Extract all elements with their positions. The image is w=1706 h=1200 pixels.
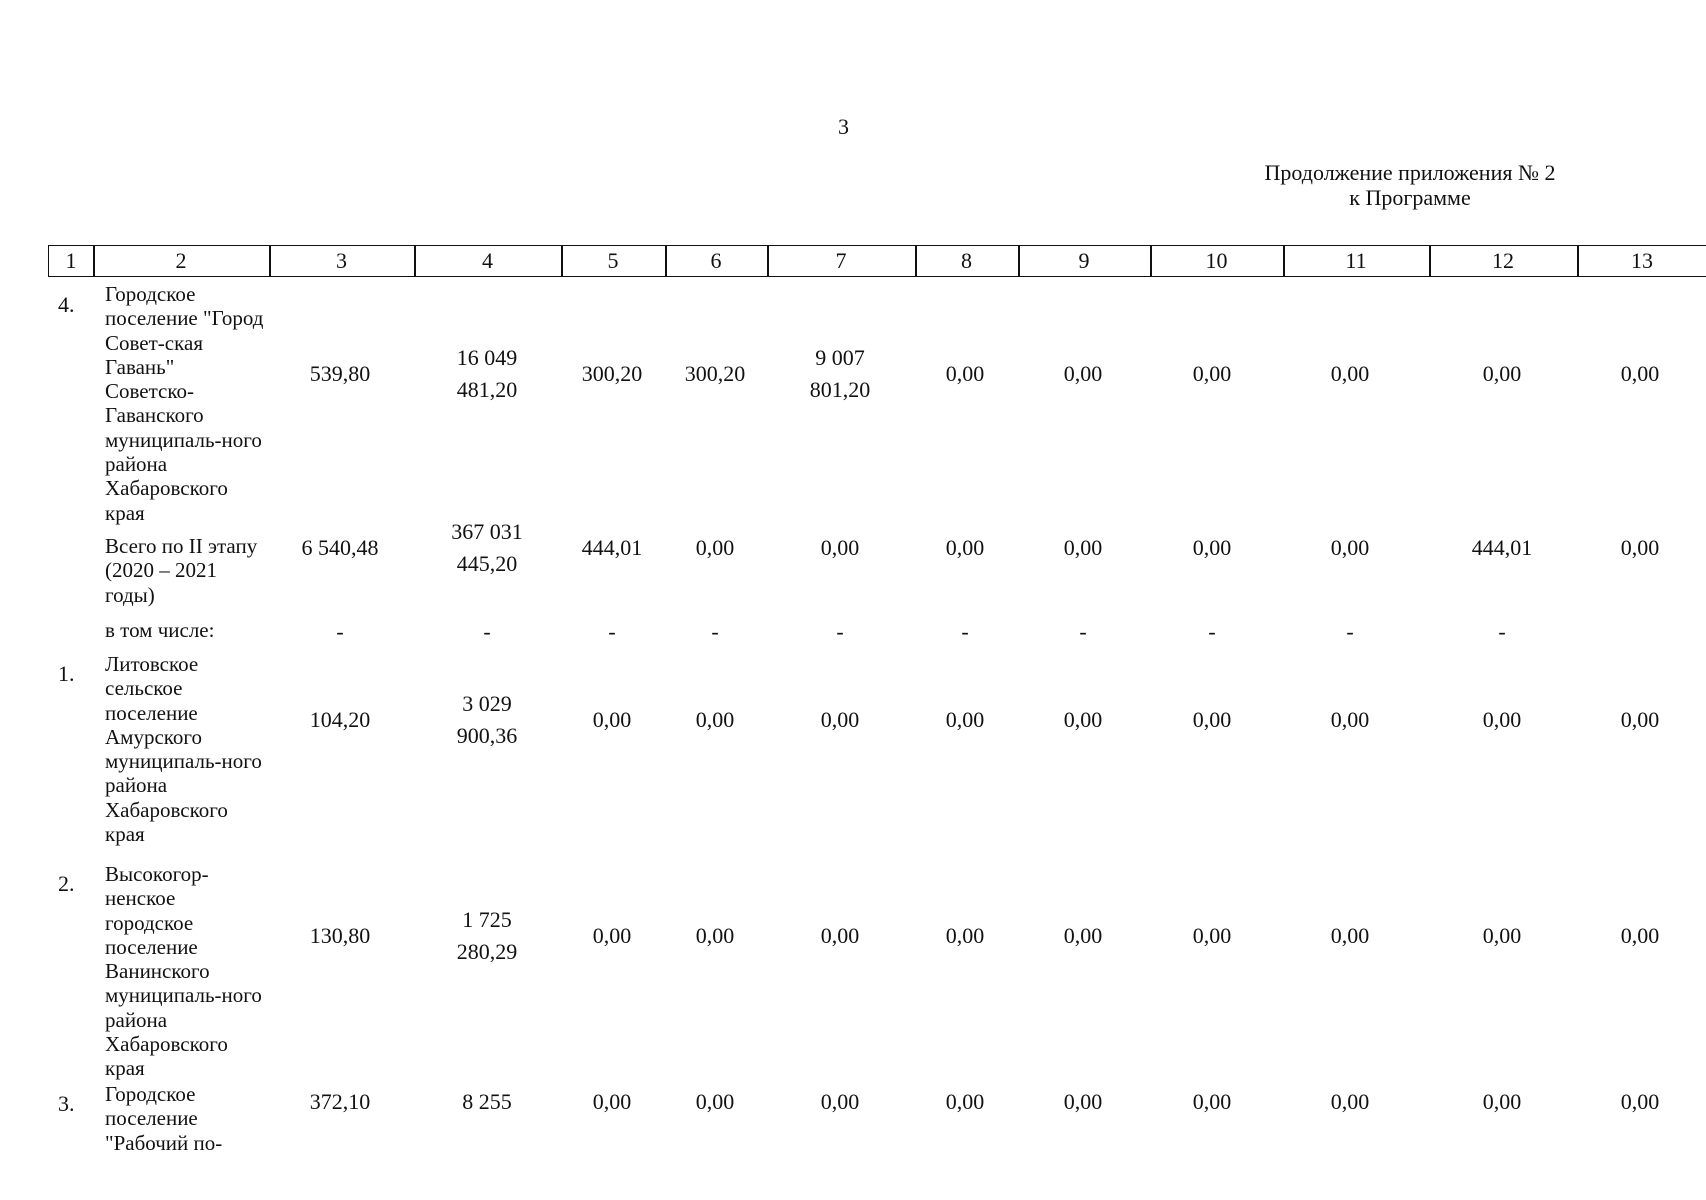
value-cell: 16 049 481,20: [456, 345, 518, 402]
page-number: 3: [838, 114, 849, 139]
value-cell: 0,00: [1192, 1089, 1232, 1114]
row-name: Городское поселение "Рабочий по-: [105, 1082, 223, 1155]
column-separator: [767, 246, 769, 276]
value-cell: 104,20: [309, 707, 371, 732]
appendix-note-line-1: Продолжение приложения № 2: [1264, 160, 1556, 185]
value-cell: -: [608, 619, 616, 644]
value-cell: 0,00: [820, 535, 860, 560]
value-cell: 9 007 801,20: [809, 345, 871, 402]
value-cell: -: [483, 619, 491, 644]
value-cell: 0,00: [945, 361, 985, 386]
value-cell: 0,00: [1330, 923, 1370, 948]
value-cell: 0,00: [1620, 707, 1660, 732]
value-cell: 0,00: [1620, 361, 1660, 386]
value-cell: -: [1208, 619, 1216, 644]
row-name: Литовское сельское поселение Амурского муниципаль-ного района Хабаровского края: [105, 652, 262, 847]
column-separator: [915, 246, 917, 276]
value-cell: 300,20: [684, 361, 746, 386]
column-header: 4: [482, 248, 493, 273]
value-cell: 0,00: [820, 707, 860, 732]
row-number: 4.: [58, 292, 75, 317]
value-cell: 0,00: [592, 923, 632, 948]
value-cell: 444,01: [581, 535, 643, 560]
row-name: в том числе:: [105, 618, 215, 642]
value-cell: 0,00: [1482, 923, 1522, 948]
column-header: 5: [607, 248, 619, 273]
value-cell: 0,00: [695, 923, 735, 948]
value-cell: -: [961, 619, 969, 644]
value-cell: 1 725 280,29: [456, 907, 518, 964]
value-cell: 0,00: [1063, 923, 1103, 948]
value-cell: 0,00: [1482, 1089, 1522, 1114]
value-cell: 0,00: [945, 535, 985, 560]
row-name: Городское поселение "Город Совет-ская Гавань" Советско-Гаванского муниципаль-ного района Хабаровского края: [105, 282, 264, 525]
column-separator: [561, 246, 563, 276]
table-header-row: [48, 245, 1706, 277]
value-cell: 0,00: [695, 707, 735, 732]
value-cell: 0,00: [820, 1089, 860, 1114]
column-separator: [665, 246, 667, 276]
value-cell: 0,00: [1482, 361, 1522, 386]
value-cell: 0,00: [1063, 1089, 1103, 1114]
value-cell: 0,00: [1063, 707, 1103, 732]
column-separator: [93, 246, 95, 276]
value-cell: 0,00: [1330, 535, 1370, 560]
value-cell: 539,80: [309, 361, 371, 386]
value-cell: -: [1346, 619, 1354, 644]
value-cell: 0,00: [592, 1089, 632, 1114]
value-cell: 0,00: [1330, 361, 1370, 386]
value-cell: 372,10: [309, 1089, 371, 1114]
value-cell: 0,00: [1192, 535, 1232, 560]
column-header: 12: [1492, 248, 1514, 273]
row-number: 1.: [58, 661, 75, 686]
column-separator: [269, 246, 271, 276]
value-cell: 300,20: [581, 361, 643, 386]
value-cell: 0,00: [1063, 535, 1103, 560]
value-cell: 0,00: [820, 923, 860, 948]
column-header: 10: [1205, 248, 1228, 273]
value-cell: 444,01: [1471, 535, 1533, 560]
column-header: 9: [1078, 248, 1090, 273]
row-number: 3.: [58, 1091, 75, 1116]
column-header: 8: [961, 248, 972, 273]
value-cell: -: [711, 619, 719, 644]
column-header: 13: [1631, 248, 1653, 273]
value-cell: 0,00: [1063, 361, 1103, 386]
value-cell: -: [1498, 619, 1506, 644]
value-cell: 3 029 900,36: [456, 691, 518, 748]
value-cell: 0,00: [945, 923, 985, 948]
value-cell: 0,00: [1192, 361, 1232, 386]
value-cell: 130,80: [309, 923, 371, 948]
column-header: 7: [835, 248, 847, 273]
value-cell: 0,00: [1620, 923, 1660, 948]
value-cell: 0,00: [1482, 707, 1522, 732]
value-cell: 0,00: [1330, 1089, 1370, 1114]
column-header: 1: [65, 248, 77, 273]
column-header: 6: [710, 248, 722, 273]
value-cell: 367 031 445,20: [451, 519, 523, 576]
value-cell: 0,00: [695, 535, 735, 560]
column-separator: [414, 246, 416, 276]
value-cell: 0,00: [945, 1089, 985, 1114]
value-cell: 0,00: [695, 1089, 735, 1114]
value-cell: 0,00: [1192, 923, 1232, 948]
value-cell: -: [1079, 619, 1087, 644]
row-name: Всего по II этапу (2020 – 2021 годы): [105, 534, 258, 607]
appendix-note-line-2: к Программе: [1349, 185, 1471, 210]
column-header: 2: [175, 248, 187, 273]
appendix-note: [1230, 160, 1590, 210]
value-cell: -: [336, 619, 344, 644]
value-cell: 0,00: [1620, 1089, 1660, 1114]
value-cell: -: [836, 619, 844, 644]
column-separator: [1577, 246, 1579, 276]
value-cell: 8 255: [462, 1089, 512, 1114]
column-header: 11: [1345, 248, 1367, 273]
value-cell: 0,00: [1192, 707, 1232, 732]
column-header: 3: [336, 248, 347, 273]
value-cell: 6 540,48: [301, 535, 379, 560]
column-separator: [1150, 246, 1152, 276]
row-name: Высокогор-ненское городское поселение Ванинского муниципаль-ного района Хабаровского края: [105, 862, 262, 1081]
column-separator: [1283, 246, 1285, 276]
value-cell: 0,00: [1330, 707, 1370, 732]
column-separator: [1429, 246, 1431, 276]
row-number: 2.: [58, 871, 75, 896]
value-cell: 0,00: [1620, 535, 1660, 560]
value-cell: 0,00: [945, 707, 985, 732]
column-separator: [1018, 246, 1020, 276]
value-cell: 0,00: [592, 707, 632, 732]
